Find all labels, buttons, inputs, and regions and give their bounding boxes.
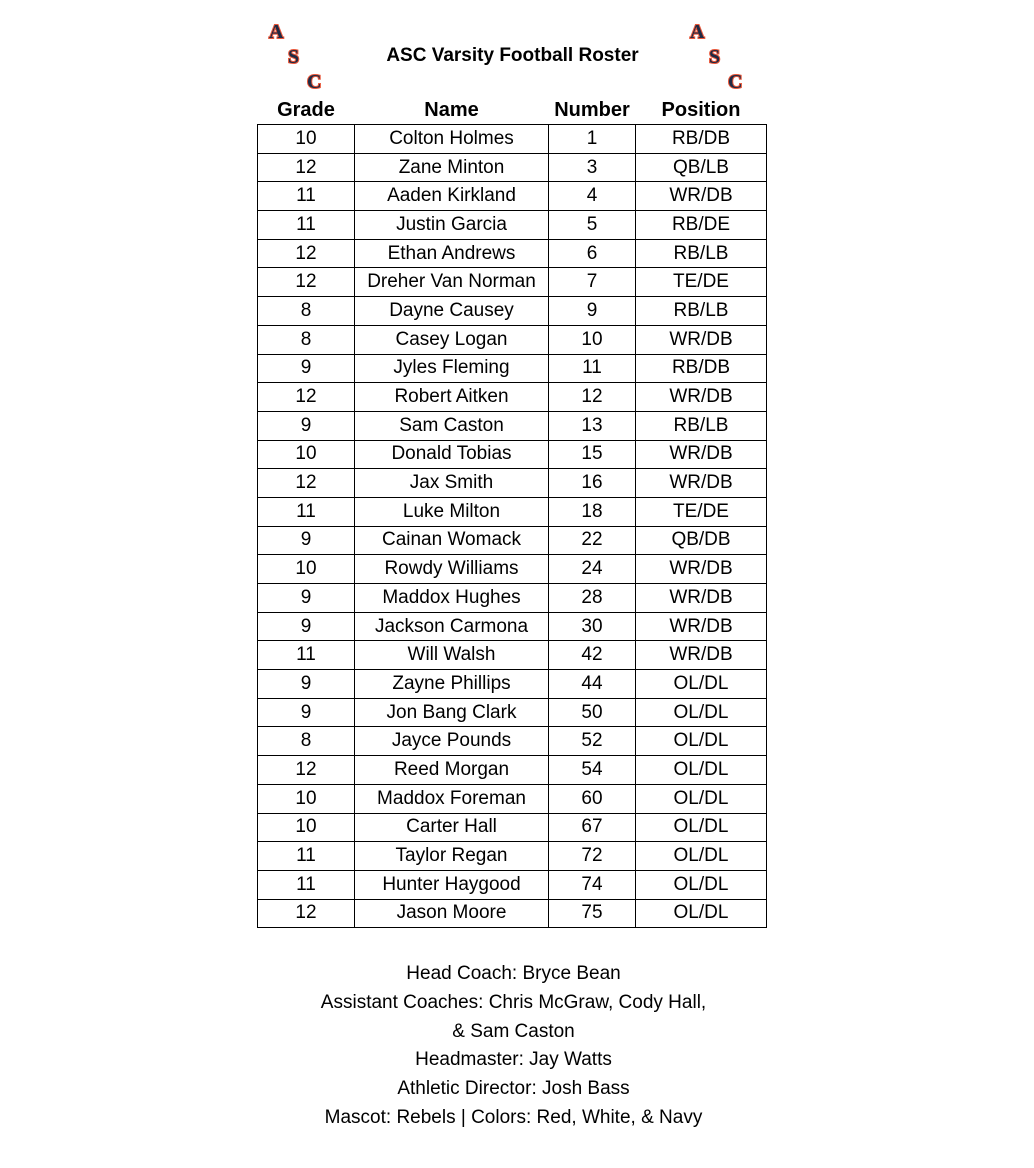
- position-cell: OL/DL: [636, 842, 767, 871]
- position-cell: WR/DB: [636, 383, 767, 412]
- number-cell: 12: [549, 383, 636, 412]
- table-row: [258, 670, 767, 699]
- column-header-grade: Grade: [277, 98, 335, 121]
- footer-line: Athletic Director: Josh Bass: [397, 1078, 630, 1100]
- number-cell: 7: [549, 268, 636, 297]
- header-row: [258, 96, 767, 125]
- number-cell: 24: [549, 555, 636, 584]
- number-cell: 75: [549, 899, 636, 928]
- number-cell: 3: [549, 153, 636, 182]
- name-cell: Maddox Hughes: [355, 584, 549, 613]
- name-cell: Jayce Pounds: [355, 727, 549, 756]
- table-row: [258, 469, 767, 498]
- table-row: [258, 354, 767, 383]
- position-cell: WR/DB: [636, 182, 767, 211]
- footer-line: Head Coach: Bryce Bean: [406, 963, 621, 984]
- grade-cell: 8: [258, 325, 355, 354]
- table-row: [258, 239, 767, 268]
- table-row: [258, 526, 767, 555]
- asc-logo-right: [687, 18, 749, 94]
- number-cell: 9: [549, 297, 636, 326]
- number-cell: 16: [549, 469, 636, 498]
- number-cell: 50: [549, 698, 636, 727]
- position-cell: OL/DL: [636, 698, 767, 727]
- name-cell: Ethan Andrews: [355, 239, 549, 268]
- number-cell: 15: [549, 440, 636, 469]
- number-cell: 22: [549, 526, 636, 555]
- grade-cell: 9: [258, 670, 355, 699]
- grade-cell: 10: [258, 440, 355, 469]
- position-cell: RB/LB: [636, 239, 767, 268]
- position-cell: WR/DB: [636, 440, 767, 469]
- name-cell: Robert Aitken: [355, 383, 549, 412]
- number-cell: 42: [549, 641, 636, 670]
- number-cell: 10: [549, 325, 636, 354]
- position-cell: TE/DE: [636, 497, 767, 526]
- grade-cell: 10: [258, 784, 355, 813]
- name-cell: Casey Logan: [355, 325, 549, 354]
- column-header-number: Number: [554, 98, 630, 121]
- number-cell: 1: [549, 125, 636, 154]
- staff-info: [257, 960, 770, 1133]
- table-row: [258, 125, 767, 154]
- table-row: [258, 641, 767, 670]
- name-cell: Justin Garcia: [355, 211, 549, 240]
- name-cell: Dayne Causey: [355, 297, 549, 326]
- position-cell: WR/DB: [636, 469, 767, 498]
- number-cell: 52: [549, 727, 636, 756]
- grade-cell: 8: [258, 297, 355, 326]
- number-cell: 4: [549, 182, 636, 211]
- name-cell: Reed Morgan: [355, 756, 549, 785]
- table-row: [258, 584, 767, 613]
- number-cell: 18: [549, 497, 636, 526]
- asc-logo-left: [266, 18, 328, 94]
- grade-cell: 8: [258, 727, 355, 756]
- number-cell: 74: [549, 870, 636, 899]
- number-cell: 5: [549, 211, 636, 240]
- number-cell: 6: [549, 239, 636, 268]
- position-cell: RB/DB: [636, 125, 767, 154]
- grade-cell: 12: [258, 899, 355, 928]
- grade-cell: 12: [258, 239, 355, 268]
- page-title: ASC Varsity Football Roster: [386, 45, 639, 66]
- grade-cell: 11: [258, 211, 355, 240]
- table-row: [258, 899, 767, 928]
- table-row: [258, 211, 767, 240]
- name-cell: Jackson Carmona: [355, 612, 549, 641]
- table-row: [258, 440, 767, 469]
- name-cell: Colton Holmes: [355, 125, 549, 154]
- table-row: [258, 727, 767, 756]
- name-cell: Will Walsh: [355, 641, 549, 670]
- roster-table: [257, 96, 767, 928]
- table-row: [258, 698, 767, 727]
- table-row: [258, 612, 767, 641]
- grade-cell: 11: [258, 182, 355, 211]
- grade-cell: 9: [258, 354, 355, 383]
- svg-text:C: C: [307, 71, 322, 93]
- grade-cell: 12: [258, 383, 355, 412]
- position-cell: TE/DE: [636, 268, 767, 297]
- position-cell: OL/DL: [636, 670, 767, 699]
- footer-line: Assistant Coaches: Chris McGraw, Cody Hall,: [320, 991, 707, 1013]
- position-cell: QB/DB: [636, 526, 767, 555]
- svg-text:A: A: [690, 21, 705, 43]
- grade-cell: 10: [258, 813, 355, 842]
- position-cell: OL/DL: [636, 756, 767, 785]
- grade-cell: 11: [258, 641, 355, 670]
- name-cell: Maddox Foreman: [355, 784, 549, 813]
- svg-text:A: A: [269, 21, 284, 43]
- position-cell: RB/DB: [636, 354, 767, 383]
- number-cell: 72: [549, 842, 636, 871]
- position-cell: WR/DB: [636, 555, 767, 584]
- name-cell: Jax Smith: [355, 469, 549, 498]
- position-cell: RB/DE: [636, 211, 767, 240]
- name-cell: Rowdy Williams: [355, 555, 549, 584]
- position-cell: OL/DL: [636, 899, 767, 928]
- name-cell: Zayne Phillips: [355, 670, 549, 699]
- position-cell: RB/LB: [636, 411, 767, 440]
- table-row: [258, 383, 767, 412]
- grade-cell: 9: [258, 526, 355, 555]
- table-row: [258, 756, 767, 785]
- name-cell: Dreher Van Norman: [355, 268, 549, 297]
- grade-cell: 9: [258, 698, 355, 727]
- number-cell: 60: [549, 784, 636, 813]
- footer-line: Mascot: Rebels | Colors: Red, White, & Navy: [324, 1106, 703, 1128]
- table-row: [258, 497, 767, 526]
- name-cell: Donald Tobias: [355, 440, 549, 469]
- name-cell: Sam Caston: [355, 411, 549, 440]
- table-row: [258, 842, 767, 871]
- name-cell: Aaden Kirkland: [355, 182, 549, 211]
- number-cell: 11: [549, 354, 636, 383]
- table-row: [258, 555, 767, 584]
- position-cell: OL/DL: [636, 727, 767, 756]
- table-row: [258, 268, 767, 297]
- name-cell: Jason Moore: [355, 899, 549, 928]
- grade-cell: 11: [258, 497, 355, 526]
- name-cell: Taylor Regan: [355, 842, 549, 871]
- footer-line: & Sam Caston: [452, 1020, 575, 1042]
- grade-cell: 9: [258, 411, 355, 440]
- grade-cell: 10: [258, 125, 355, 154]
- position-cell: OL/DL: [636, 784, 767, 813]
- grade-cell: 10: [258, 555, 355, 584]
- table-row: [258, 297, 767, 326]
- table-row: [258, 870, 767, 899]
- position-cell: QB/LB: [636, 153, 767, 182]
- table-row: [258, 325, 767, 354]
- number-cell: 28: [549, 584, 636, 613]
- table-row: [258, 784, 767, 813]
- position-cell: RB/LB: [636, 297, 767, 326]
- table-row: [258, 411, 767, 440]
- name-cell: Zane Minton: [355, 153, 549, 182]
- svg-text:C: C: [728, 71, 743, 93]
- column-header-position: Position: [661, 98, 741, 121]
- name-cell: Cainan Womack: [355, 526, 549, 555]
- name-cell: Hunter Haygood: [355, 870, 549, 899]
- svg-text:S: S: [288, 46, 300, 68]
- table-row: [258, 813, 767, 842]
- table-row: [258, 182, 767, 211]
- grade-cell: 9: [258, 584, 355, 613]
- position-cell: OL/DL: [636, 813, 767, 842]
- grade-cell: 9: [258, 612, 355, 641]
- grade-cell: 11: [258, 870, 355, 899]
- position-cell: WR/DB: [636, 584, 767, 613]
- grade-cell: 12: [258, 756, 355, 785]
- table-row: [258, 153, 767, 182]
- grade-cell: 12: [258, 153, 355, 182]
- number-cell: 54: [549, 756, 636, 785]
- grade-cell: 12: [258, 268, 355, 297]
- name-cell: Luke Milton: [355, 497, 549, 526]
- footer-line: Headmaster: Jay Watts: [415, 1049, 612, 1071]
- name-cell: Carter Hall: [355, 813, 549, 842]
- grade-cell: 12: [258, 469, 355, 498]
- number-cell: 13: [549, 411, 636, 440]
- name-cell: Jon Bang Clark: [355, 698, 549, 727]
- number-cell: 44: [549, 670, 636, 699]
- grade-cell: 11: [258, 842, 355, 871]
- number-cell: 67: [549, 813, 636, 842]
- position-cell: WR/DB: [636, 325, 767, 354]
- svg-text:S: S: [709, 46, 721, 68]
- number-cell: 30: [549, 612, 636, 641]
- position-cell: OL/DL: [636, 870, 767, 899]
- position-cell: WR/DB: [636, 612, 767, 641]
- position-cell: WR/DB: [636, 641, 767, 670]
- name-cell: Jyles Fleming: [355, 354, 549, 383]
- column-header-name: Name: [424, 98, 479, 121]
